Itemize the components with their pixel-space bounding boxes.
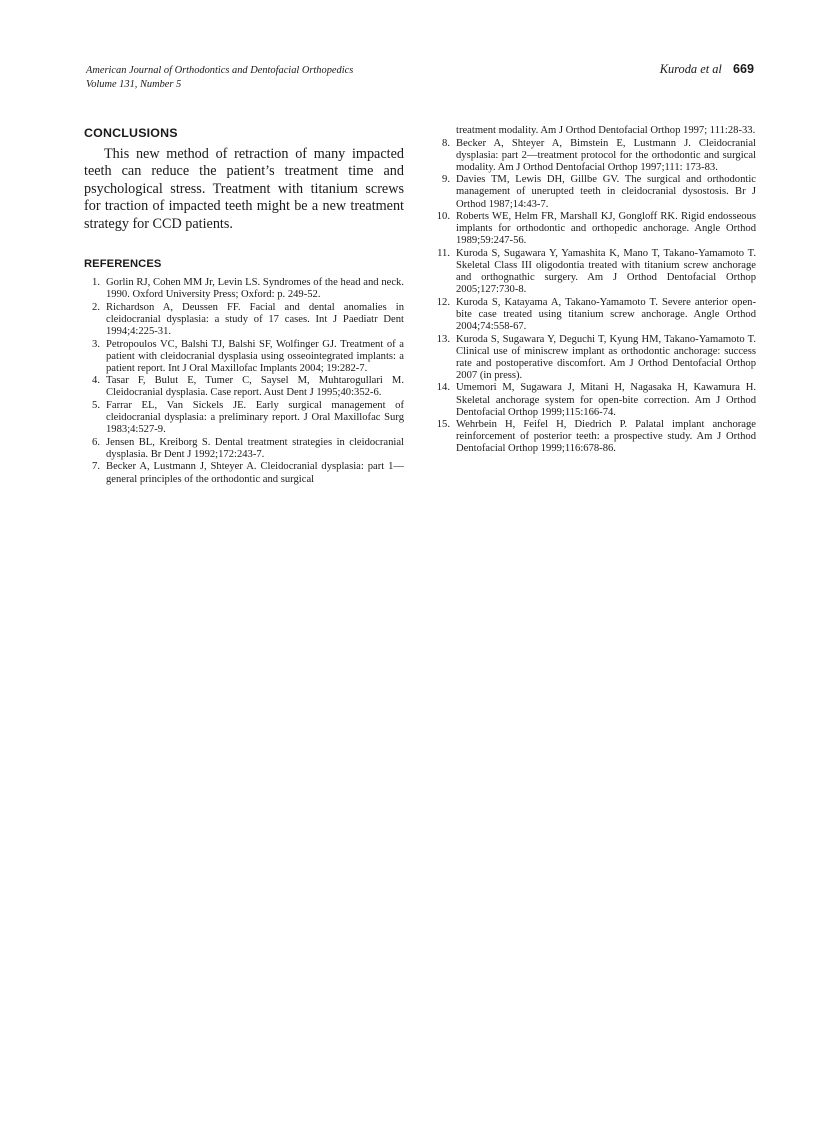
reference-item: 15. Wehrbein H, Feifel H, Diedrich P. Palatal implant anchorage reinforcement of posterior teeth: a prospective study. Am J Orthod Dentofacial Orthop 1999;116:678-86. bbox=[436, 419, 756, 455]
journal-volume: Volume 131, Number 5 bbox=[86, 79, 182, 90]
running-head-author: Kuroda et al bbox=[659, 62, 722, 76]
page-number: 669 bbox=[732, 62, 754, 76]
reference-item: 4. Tasar F, Bulut E, Tumer C, Saysel M, Muhtarogullari M. Cleidocranial dysplasia. Case report. Aust Dent J 1995;40:352-6. bbox=[92, 375, 404, 399]
reference-7-continuation: treatment modality. Am J Orthod Dentofacial Orthop 1997; 111:28-33. bbox=[456, 125, 756, 136]
reference-item: 5. Farrar EL, Van Sickels JE. Early surgical management of cleidocranial dysplasia: a preliminary report. J Oral Maxillofac Surg 1983;4:527-9. bbox=[92, 399, 404, 436]
reference-item: 2. Richardson A, Deussen FF. Facial and dental anomalies in cleidocranial dysplasia: a study of 17 cases. Int J Paediatr Dent 1994;4:225-31. bbox=[92, 301, 404, 337]
references-list-right bbox=[434, 138, 756, 456]
reference-item: 3. Petropoulos VC, Balshi TJ, Balshi SF, Wolfinger GJ. Treatment of a patient with cleidocranial dysplasia using osseointegrated implants: a patient report. Int J Oral Maxillofac Implants 2004; 19:282-7. bbox=[92, 338, 404, 374]
reference-item: 10. Roberts WE, Helm FR, Marshall KJ, Gongloff RK. Rigid endosseous implants for orthodontic and orthopedic anchorage. Angle Orthod 1989;59:247-56. bbox=[436, 211, 756, 247]
reference-item: 9. Davies TM, Lewis DH, Gillbe GV. The surgical and orthodontic management of unerupted teeth in cleidocranial dysostosis. Br J Orthod 1987;14:43-7. bbox=[442, 174, 756, 210]
running-head bbox=[660, 62, 754, 77]
reference-item: 14. Umemori M, Sugawara J, Mitani H, Nagasaka H, Kawamura H. Skeletal anchorage system for open-bite correction. Am J Orthod Dentofacial Orthop 1999;115:166-74. bbox=[436, 382, 756, 418]
reference-item: 6. Jensen BL, Kreiborg S. Dental treatment strategies in cleidocranial dysplasia. Br Dent J 1992;172:243-7. bbox=[92, 436, 404, 460]
right-column bbox=[434, 125, 756, 456]
journal-title bbox=[86, 64, 353, 92]
conclusions-body: This new method of retraction of many impacted teeth can reduce the patient’s treatment time and psychological stress. Treatment with titanium screws for traction of impacted teeth might be a new treatment strategy for CCD patients. bbox=[84, 146, 404, 232]
journal-name: American Journal of Orthodontics and Dentofacial Orthopedics bbox=[86, 65, 354, 76]
conclusions-heading: CONCLUSIONS bbox=[84, 126, 178, 140]
reference-item: 13. Kuroda S, Sugawara Y, Deguchi T, Kyung HM, Takano-Yamamoto T. Clinical use of miniscrew implant as orthodontic anchorage: success rate and postoperative discomfort. Am J Orthod Dentofacial Orthop 2007 (in press). bbox=[436, 333, 756, 381]
left-column bbox=[84, 125, 404, 486]
reference-item: 7. Becker A, Lustmann J, Shteyer A. Cleidocranial dysplasia: part 1—general principles of the orthodontic and surgical bbox=[92, 461, 404, 485]
reference-item: 12. Kuroda S, Katayama A, Takano-Yamamoto T. Severe anterior open-bite case treated using titanium screw anchorage. Angle Orthod 2004;74:558-67. bbox=[436, 296, 756, 332]
references-list-left bbox=[84, 277, 404, 486]
reference-item: 1. Gorlin RJ, Cohen MM Jr, Levin LS. Syndromes of the head and neck. 1990. Oxford University Press; Oxford: p. 249-52. bbox=[92, 277, 404, 301]
references-heading: REFERENCES bbox=[84, 258, 162, 271]
reference-item: 8. Becker A, Shteyer A, Bimstein E, Lustmann J. Cleidocranial dysplasia: part 2—treatment protocol for the orthodontic and surgical modality. Am J Orthod Dentofacial Orthop 1997;111: 173-83. bbox=[442, 137, 756, 173]
reference-item: 11. Kuroda S, Sugawara Y, Yamashita K, Mano T, Takano-Yamamoto T. Skeletal Class III oligodontia treated with titanium screw anchorage and orthognathic surgery. Am J Orthod Dentofacial Orthop 2005;127:730-8. bbox=[437, 247, 756, 296]
